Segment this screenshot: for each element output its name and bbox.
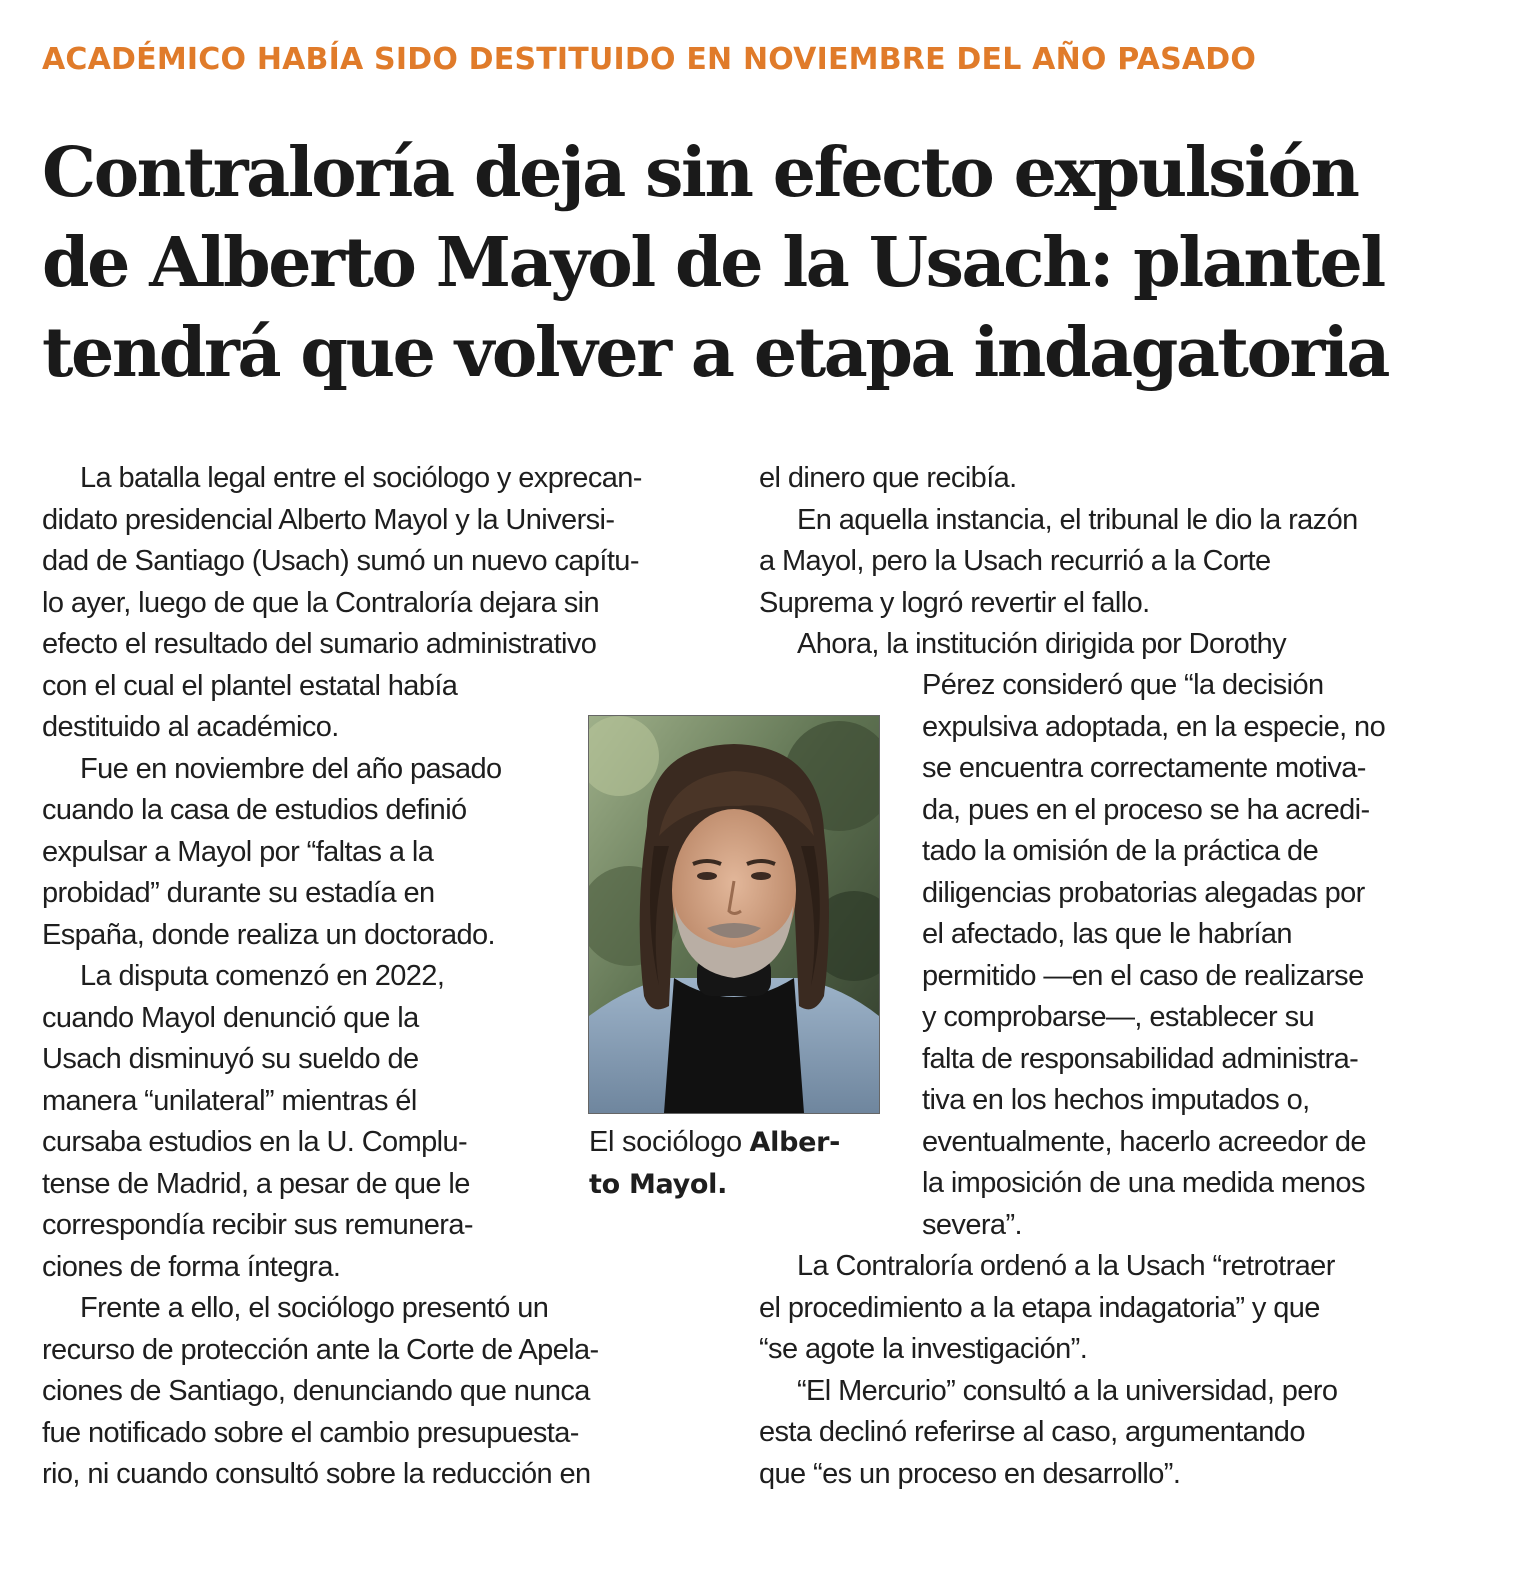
text-line: cursaba estudios en la U. Complu- bbox=[42, 1126, 468, 1158]
column-right-top bbox=[759, 458, 1459, 666]
text-line: Fue en noviembre del año pasado bbox=[80, 752, 502, 785]
text-line: falta de responsabilidad administra- bbox=[922, 1042, 1359, 1075]
text-line: diligencias probatorias alegadas por bbox=[922, 876, 1365, 909]
headline-line-2: de Alberto Mayol de la Usach: plantel bbox=[42, 223, 1384, 303]
column-right-wrap bbox=[922, 665, 1482, 1246]
text-line: el procedimiento a la etapa indagatoria” y que bbox=[759, 1291, 1320, 1324]
text-line: correspondía recibir sus remunera- bbox=[42, 1209, 473, 1241]
text-line: la imposición de una medida menos bbox=[922, 1167, 1365, 1199]
text-line: La Contraloría ordenó a la Usach “retrotraer bbox=[797, 1250, 1335, 1282]
text-line: En aquella instancia, el tribunal le dio la razón bbox=[797, 503, 1358, 536]
text-line: permitido —en el caso de realizarse bbox=[922, 959, 1364, 992]
text-line: Ahora, la institución dirigida por Dorothy bbox=[797, 628, 1287, 660]
text-line: ciones de forma íntegra. bbox=[42, 1250, 341, 1283]
caption-name-part-1: Alber- bbox=[749, 1127, 841, 1158]
caption-name-part-2: to Mayol. bbox=[589, 1168, 728, 1200]
text-line: tado la omisión de la práctica de bbox=[922, 835, 1319, 867]
column-right-bottom bbox=[759, 1246, 1459, 1495]
text-line: cuando Mayol denunció que la bbox=[42, 1001, 419, 1034]
text-line: lo ayer, luego de que la Contraloría dejara sin bbox=[42, 586, 600, 619]
text-line: esta declinó referirse al caso, argumentando bbox=[759, 1416, 1305, 1448]
text-line: tiva en los hechos imputados o, bbox=[922, 1084, 1310, 1116]
text-line: severa”. bbox=[922, 1208, 1022, 1241]
text-line: fue notificado sobre el cambio presupuesta- bbox=[42, 1416, 579, 1449]
text-line: manera “unilateral” mientras él bbox=[42, 1084, 417, 1117]
text-line: a Mayol, pero la Usach recurrió a la Corte bbox=[759, 545, 1271, 577]
text-line: didato presidencial Alberto Mayol y la Universi- bbox=[42, 503, 615, 536]
text-line: y comprobarse—, establecer su bbox=[922, 1001, 1314, 1033]
text-line: ciones de Santiago, denunciando que nunca bbox=[42, 1375, 590, 1407]
text-line: tense de Madrid, a pesar de que le bbox=[42, 1167, 470, 1200]
caption-text: El sociólogo bbox=[589, 1126, 742, 1158]
headline-line-3: tendrá que volver a etapa indagatoria bbox=[42, 313, 1389, 393]
text-line: efecto el resultado del sumario administrativo bbox=[42, 628, 597, 660]
caption-line-2 bbox=[589, 1164, 840, 1206]
text-line: Suprema y logró revertir el fallo. bbox=[759, 586, 1150, 619]
text-line: rio, ni cuando consultó sobre la reducción en bbox=[42, 1458, 591, 1490]
text-line: destituido al académico. bbox=[42, 711, 339, 743]
kicker: ACADÉMICO HABÍA SIDO DESTITUIDO EN NOVIEMBRE DEL AÑO PASADO bbox=[42, 42, 1257, 77]
text-line: recurso de protección ante la Corte de Apela- bbox=[42, 1333, 599, 1366]
text-line: Frente a ello, el sociólogo presentó un bbox=[80, 1292, 549, 1324]
headline bbox=[42, 128, 1482, 398]
text-line: cuando la casa de estudios definió bbox=[42, 794, 467, 826]
caption-line-1 bbox=[589, 1122, 840, 1164]
text-line: se encuentra correctamente motiva- bbox=[922, 752, 1366, 784]
text-line: dad de Santiago (Usach) sumó un nuevo capítu- bbox=[42, 545, 639, 577]
text-line: que “es un proceso en desarrollo”. bbox=[759, 1457, 1181, 1490]
text-line: expulsiva adoptada, en la especie, no bbox=[922, 710, 1386, 743]
text-line: Pérez consideró que “la decisión bbox=[922, 669, 1324, 701]
portrait-photo bbox=[588, 715, 880, 1114]
text-line: La batalla legal entre el sociólogo y exprecan- bbox=[80, 462, 642, 494]
text-line: Usach disminuyó su sueldo de bbox=[42, 1043, 419, 1075]
text-line: España, donde realiza un doctorado. bbox=[42, 918, 496, 951]
photo-caption bbox=[589, 1122, 840, 1205]
text-line: el dinero que recibía. bbox=[759, 462, 1017, 494]
text-line: probidad” durante su estadía en bbox=[42, 877, 435, 909]
text-line: el afectado, las que le habrían bbox=[922, 918, 1292, 950]
text-line: La disputa comenzó en 2022, bbox=[80, 960, 445, 992]
text-line: “El Mercurio” consultó a la universidad, pero bbox=[797, 1374, 1338, 1407]
portrait-illustration bbox=[589, 716, 879, 1113]
text-line: “se agote la investigación”. bbox=[759, 1333, 1088, 1365]
text-line: con el cual el plantel estatal había bbox=[42, 669, 458, 702]
text-line: da, pues en el proceso se ha acredi- bbox=[922, 793, 1370, 826]
headline-line-1: Contraloría deja sin efecto expulsión bbox=[42, 133, 1358, 213]
text-line: expulsar a Mayol por “faltas a la bbox=[42, 835, 434, 868]
text-line: eventualmente, hacerlo acreedor de bbox=[922, 1125, 1366, 1158]
